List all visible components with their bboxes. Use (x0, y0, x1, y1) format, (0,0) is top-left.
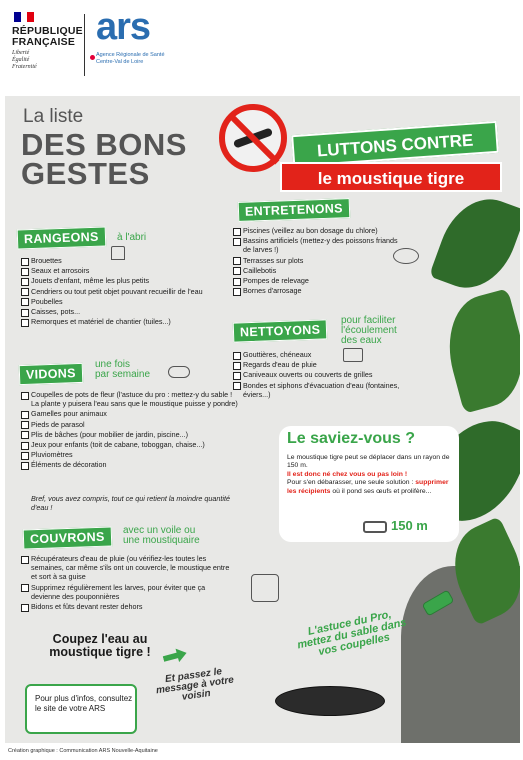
republique-francaise-label: RÉPUBLIQUE FRANÇAISE (12, 25, 83, 48)
did-you-know-title: Le saviez-vous ? (287, 430, 416, 447)
list-item: Plis de bâches (pour mobilier de jardin, piscine...) (21, 430, 241, 439)
did-you-know-p3a: Pour s'en débarasser, une seule solution : (287, 479, 414, 487)
vidons-heading: VIDONS (19, 363, 83, 385)
did-you-know-text (287, 454, 453, 496)
list-item: Caniveaux ouverts ou couverts de grilles (233, 370, 418, 379)
did-you-know-p1: Le moustique tigre peut se déplacer dans un rayon de 150 m. (287, 454, 450, 470)
list-item: Bidons et fûts devant rester dehors (21, 602, 231, 611)
list-item: Éléments de décoration (21, 460, 241, 469)
poster (5, 96, 520, 743)
list-item: Seaux et arrosoirs (21, 266, 211, 275)
did-you-know-bubble (279, 426, 459, 542)
fish-icon (393, 248, 419, 264)
title-line-2: DES BONS (21, 127, 187, 162)
nettoyons-heading: NETTOYONS (233, 319, 328, 342)
list-item: Bondes et siphons d'évacuation d'eau (fontaines, éviers...) (233, 381, 418, 399)
vidons-subtitle: une fois par semaine (95, 359, 151, 380)
list-item: Bornes d'arrosage (233, 286, 403, 295)
banner-luttons: LUTTONS CONTRE (291, 121, 499, 167)
list-item: Jeux pour enfants (toit de cabane, toboggan, chaise...) (21, 440, 241, 449)
couvrons-heading: COUVRONS (23, 526, 112, 549)
banner-moustique: le moustique tigre (280, 162, 502, 192)
list-item: Caisses, pots... (21, 307, 211, 316)
coupez-heading: Coupez l'eau au moustique tigre ! (49, 632, 151, 659)
vidons-list (21, 390, 241, 471)
nettoyons-list (233, 350, 418, 400)
astuce-pro-text: L'astuce du Pro, mettez du sable dans vos coupelles (296, 608, 408, 659)
french-flag-icon (14, 12, 34, 22)
rangeons-heading: RANGEONS (17, 226, 106, 249)
couvrons-list (21, 554, 231, 612)
list-item: Pieds de parasol (21, 420, 241, 429)
list-item: Regards d'eau de pluie (233, 360, 418, 369)
list-item: Coupelles de pots de fleur (l'astuce du pro : mettez-y du sable ! La plante y puisera l'eau sans que le moustique puisse y pondre) (21, 390, 241, 408)
passez-message: Et passez le message à votre voisin (155, 666, 235, 703)
list-item: Remorques et matériel de chantier (tuiles...) (21, 317, 211, 326)
list-item: Récupérateurs d'eau de pluie (ou vérifiez-les toutes les semaines, car même s'ils ont un couvercle, le moustique entre et sort à sa guise (21, 554, 231, 582)
ars-tagline: Agence Régionale de Santé Centre-Val de Loire (96, 52, 165, 65)
list-item: Pluviomètres (21, 450, 241, 459)
list-item: Pompes de relevage (233, 276, 403, 285)
list-item: Supprimez régulièrement les larves, pour éviter que ça devienne des pouponnières (21, 583, 231, 601)
list-item: Poubelles (21, 297, 211, 306)
info-box (25, 684, 137, 734)
entretenons-list (233, 226, 403, 296)
title-line-1: La liste (23, 106, 84, 127)
rangeons-list (21, 256, 211, 327)
page-header (0, 0, 523, 92)
list-item: Gouttières, chéneaux (233, 350, 418, 359)
list-item: Cendriers ou tout petit objet pouvant recueillir de l'eau (21, 287, 211, 296)
couvrons-subtitle: avec un voile ou une moustiquaire (123, 525, 200, 546)
measuring-tape-icon (363, 521, 387, 533)
no-mosquito-icon (219, 104, 287, 172)
graphic-credit: Création graphique : Communication ARS Nouvelle-Aquitaine (8, 748, 158, 754)
vidons-note: Bref, vous avez compris, tout ce qui retient la moindre quantité d'eau ! (31, 494, 230, 512)
list-item: Piscines (veillez au bon dosage du chlore) (233, 226, 403, 235)
list-item: Caillebotis (233, 266, 403, 275)
mosquito-illustration (275, 686, 385, 716)
distance-label: 150 m (391, 518, 428, 533)
did-you-know-p2: Il est donc né chez vous ou pas loin ! (287, 470, 408, 478)
ars-dot-icon (90, 55, 95, 60)
rain-cloud-icon (168, 366, 190, 378)
list-item: Brouettes (21, 256, 211, 265)
list-item: Jouets d'enfant, même les plus petits (21, 276, 211, 285)
list-item: Gamelles pour animaux (21, 409, 241, 418)
ars-logo-text: ars (96, 6, 151, 48)
nettoyons-subtitle: pour faciliter l'écoulement des eaux (341, 315, 397, 346)
republic-motto: Liberté Égalité Fraternité (12, 50, 37, 70)
ars-logo (96, 6, 150, 49)
info-box-text: Pour plus d'infos, consultez le site de votre ARS (35, 694, 133, 713)
title-line-3: GESTES (21, 156, 150, 191)
water-jar-icon (251, 574, 279, 602)
rangeons-subtitle: à l'abri (117, 232, 147, 243)
header-divider (84, 14, 85, 76)
did-you-know-p3c: où il pond ses œufs et prolifère... (330, 487, 432, 495)
list-item: Terrasses sur plots (233, 256, 403, 265)
did-you-know-p3b: supprimer les récipients (287, 479, 449, 495)
list-item: Bassins artificiels (mettez-y des poissons friands de larves !) (233, 236, 403, 254)
entretenons-heading: ENTRETENONS (238, 198, 350, 222)
